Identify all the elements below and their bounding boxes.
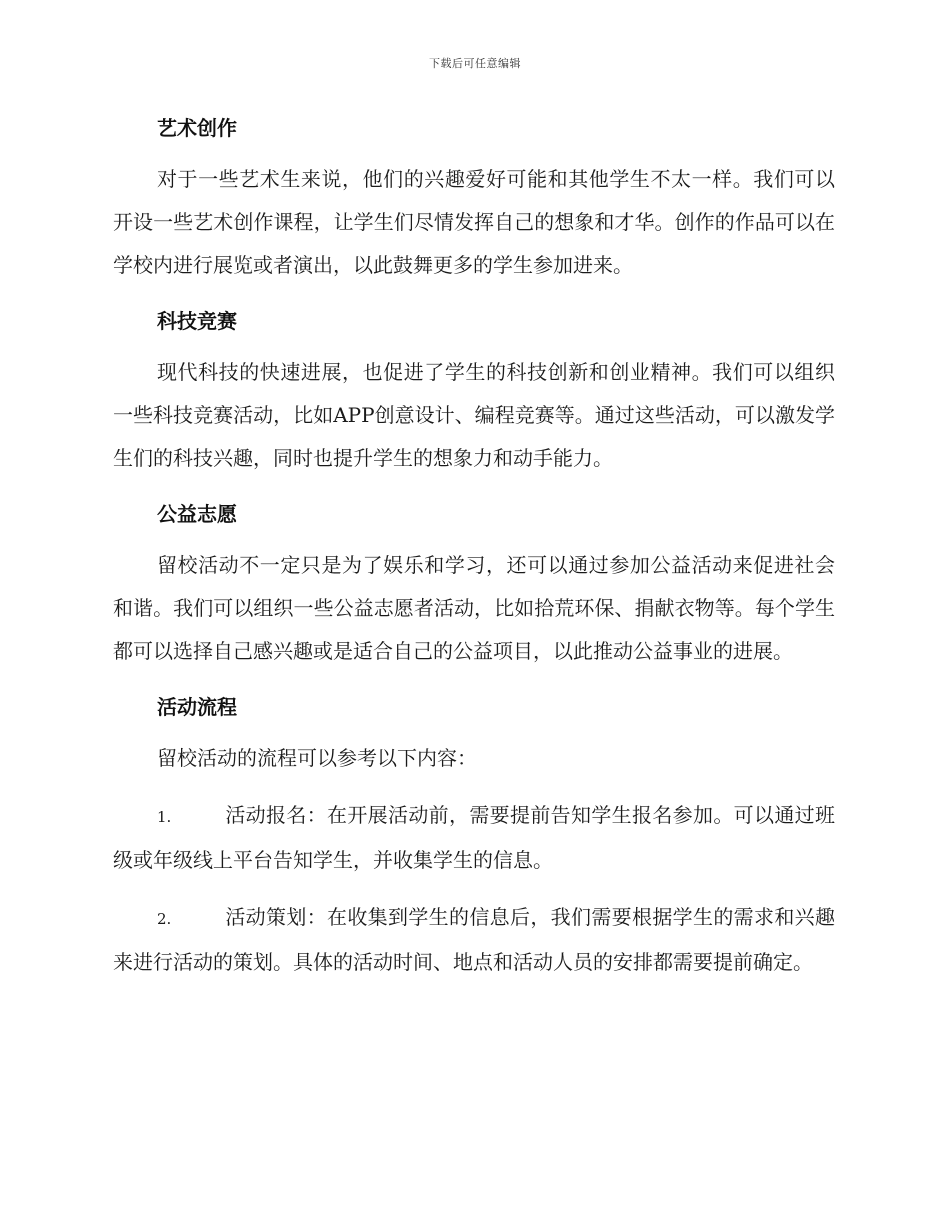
section-heading-charity: 公益志愿 — [157, 502, 237, 526]
document-body — [113, 108, 835, 998]
paragraph-tech: 现代科技的快速进展，也促进了学生的科技创新和创业精神。我们可以组织一些科技竞赛活动，比如APP创意设计、编程竞赛等。通过这些活动，可以激发学生们的科技兴趣，同时也提升学生的想象力和动手能力。 — [113, 360, 835, 470]
header-note: 下载后可任意编辑 — [429, 57, 521, 70]
list-item — [113, 896, 835, 984]
paragraph-charity: 留校活动不一定只是为了娱乐和学习，还可以通过参加公益活动来促进社会和谐。我们可以组织一些公益志愿者活动，比如拾荒环保、捐献衣物等。每个学生都可以选择自己感兴趣或是适合自己的公益项目，以此推动公益事业的进展。 — [113, 553, 835, 663]
section-heading-tech: 科技竞赛 — [157, 309, 237, 333]
list-item — [113, 794, 835, 882]
section-heading-process: 活动流程 — [157, 695, 237, 719]
list-number: 2. — [157, 910, 172, 928]
list-number: 1. — [157, 808, 172, 826]
section-heading-art: 艺术创作 — [157, 116, 237, 140]
paragraph-art: 对于一些艺术生来说，他们的兴趣爱好可能和其他学生不太一样。我们可以开设一些艺术创作课程，让学生们尽情发挥自己的想象和才华。创作的作品可以在学校内进行展览或者演出，以此鼓舞更多的学生参加进来。 — [113, 167, 835, 277]
list-text: 活动策划：在收集到学生的信息后，我们需要根据学生的需求和兴趣来进行活动的策划。具体的活动时间、地点和活动人员的安排都需要提前确定。 — [113, 905, 835, 974]
list-text: 活动报名：在开展活动前，需要提前告知学生报名参加。可以通过班级或年级线上平台告知学生，并收集学生的信息。 — [113, 803, 835, 872]
paragraph-process-intro: 留校活动的流程可以参考以下内容： — [157, 746, 477, 770]
